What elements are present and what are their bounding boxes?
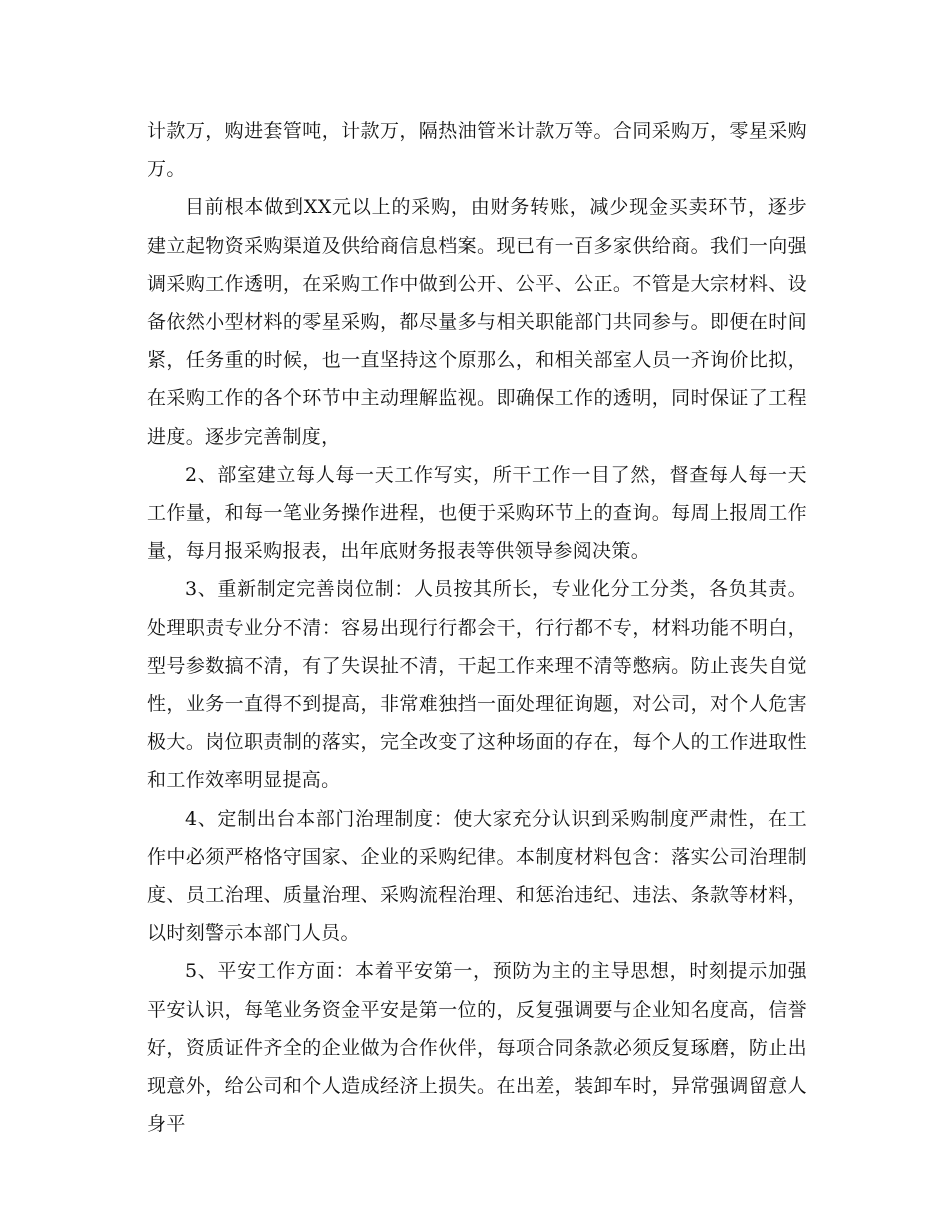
- paragraph-5: 4、定制出台本部门治理制度：使大家充分认识到采购制度严肃性，在工作中必须严格恪守国家、企业的采购纪律。本制度材料包含：落实公司治理制度、员工治理、质量治理、采购流程治理、和惩治违纪、违法、条款等材料，以时刻警示本部门人员。: [147, 807, 807, 945]
- paragraph-1: 计款万，购进套管吨，计款万，隔热油管米计款万等。合同采购万，零星采购万。: [147, 120, 807, 181]
- paragraph-6: 5、平安工作方面：本着平安第一，预防为主的主导思想，时刻提示加强平安认识，每笔业务资金平安是第一位的，反复强调要与企业知名度高，信誉好，资质证件齐全的企业做为合作伙伴，每项合同条款必须反复琢磨，防止出现意外，给公司和个人造成经济上损失。在出差，装卸车时，异常强调留意人身平: [147, 960, 807, 1136]
- paragraph-2: 目前根本做到XX元以上的采购，由财务转账，减少现金买卖环节，逐步建立起物资采购渠道及供给商信息档案。现已有一百多家供给商。我们一向强调采购工作透明，在采购工作中做到公开、公平、公正。不管是大宗材料、设备依然小型材料的零星采购，都尽量多与相关职能部门共同参与。即便在时间紧，任务重的时候，也一直坚持这个原那么，和相关部室人员一齐询价比拟，在采购工作的各个环节中主动理解监视。即确保工作的透明，同时保证了工程进度。逐步完善制度，: [147, 196, 807, 448]
- paragraph-3: 2、部室建立每人每一天工作写实，所干工作一目了然，督查每人每一天工作量，和每一笔业务操作进程，也便于采购环节上的查询。每周上报周工作量，每月报采购报表，出年底财务报表等供领导参阅决策。: [147, 463, 807, 563]
- paragraph-4: 3、重新制定完善岗位制：人员按其所长，专业化分工分类，各负其责。处理职责专业分不清：容易出现行行都会干，行行都不专，材料功能不明白，型号参数搞不清，有了失误扯不清，干起工作来理不清等憋病。防止丧失自觉性，业务一直得不到提高，非常难独挡一面处理征询题，对公司，对个人危害极大。岗位职责制的落实，完全改变了这种场面的存在，每个人的工作进取性和工作效率明显提高。: [147, 578, 807, 792]
- document-body: [147, 112, 807, 1143]
